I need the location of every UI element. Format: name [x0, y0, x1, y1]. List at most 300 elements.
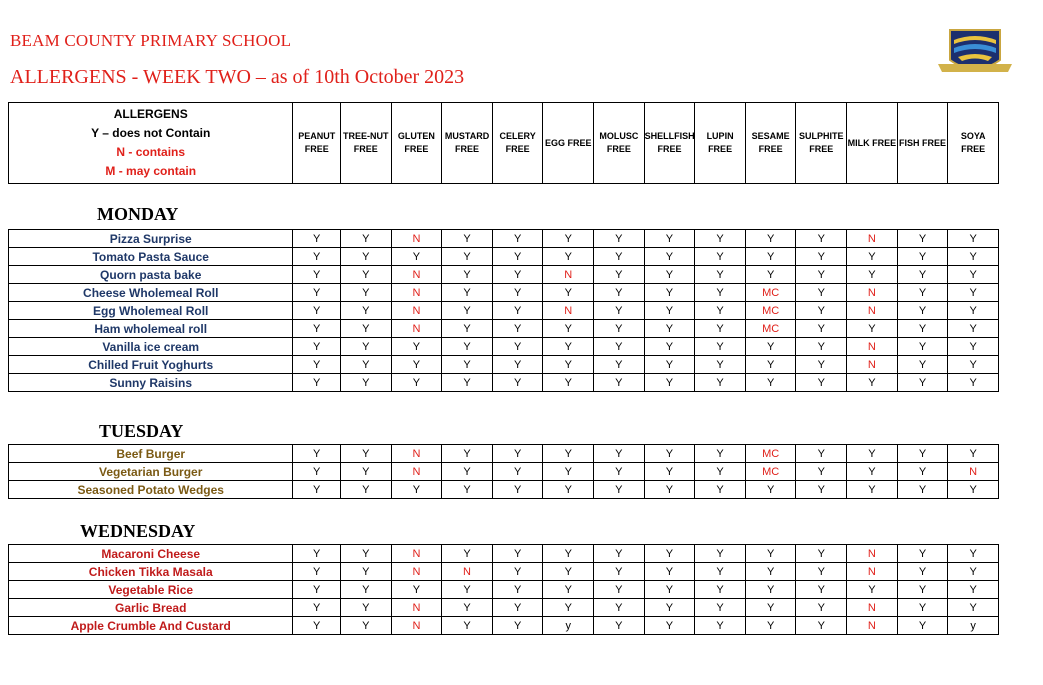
- column-header: [745, 103, 796, 184]
- allergen-cell: Y: [293, 284, 341, 302]
- column-header: [644, 103, 695, 184]
- allergen-cell: Y: [897, 545, 948, 563]
- allergen-cell: Y: [695, 284, 746, 302]
- allergen-cell: N: [543, 266, 594, 284]
- allergen-cell: Y: [594, 338, 645, 356]
- dish-name: Vanilla ice cream: [9, 338, 293, 356]
- allergen-cell: Y: [847, 266, 898, 284]
- allergen-cell: Y: [948, 563, 999, 581]
- allergen-cell: Y: [948, 284, 999, 302]
- allergen-cell: Y: [594, 445, 645, 463]
- allergen-cell: Y: [897, 463, 948, 481]
- allergen-cell: N: [847, 545, 898, 563]
- allergen-cell: Y: [644, 230, 695, 248]
- allergen-cell: Y: [341, 320, 392, 338]
- allergen-cell: N: [391, 463, 442, 481]
- allergen-cell: Y: [796, 248, 847, 266]
- allergen-cell: Y: [897, 266, 948, 284]
- allergen-cell: Y: [543, 481, 594, 499]
- allergen-cell: MC: [745, 445, 796, 463]
- allergen-cell: Y: [341, 545, 392, 563]
- column-header-text: FREE: [404, 144, 429, 154]
- table-row: [9, 617, 999, 635]
- allergen-cell: Y: [391, 374, 442, 392]
- allergen-cell: Y: [745, 617, 796, 635]
- allergen-cell: N: [847, 356, 898, 374]
- allergen-cell: Y: [293, 445, 341, 463]
- column-header-text: FREE: [708, 144, 733, 154]
- dish-name: Ham wholemeal roll: [9, 320, 293, 338]
- allergen-cell: Y: [391, 248, 442, 266]
- allergen-cell: Y: [796, 266, 847, 284]
- allergen-cell: N: [391, 284, 442, 302]
- allergen-cell: Y: [897, 581, 948, 599]
- allergen-cell: Y: [293, 563, 341, 581]
- allergen-cell: N: [847, 599, 898, 617]
- allergen-cell: Y: [341, 266, 392, 284]
- allergen-cell: Y: [695, 356, 746, 374]
- allergen-cell: Y: [594, 248, 645, 266]
- allergen-cell: Y: [897, 284, 948, 302]
- allergen-cell: Y: [796, 338, 847, 356]
- column-header-text: FREE: [606, 144, 631, 154]
- school-name: BEAM COUNTY PRIMARY SCHOOL: [10, 31, 292, 50]
- allergen-cell: Y: [847, 248, 898, 266]
- allergen-cell: Y: [796, 481, 847, 499]
- allergen-cell: Y: [948, 445, 999, 463]
- dish-name: Seasoned Potato Wedges: [9, 481, 293, 499]
- allergen-cell: Y: [695, 617, 746, 635]
- allergen-cell: Y: [293, 248, 341, 266]
- column-header-text: FREE: [353, 144, 378, 154]
- allergen-cell: Y: [897, 374, 948, 392]
- table-row: [9, 302, 999, 320]
- allergen-cell: Y: [293, 302, 341, 320]
- dish-name: Vegetable Rice: [9, 581, 293, 599]
- column-header: [948, 103, 999, 184]
- allergen-cell: Y: [341, 302, 392, 320]
- column-header: [293, 103, 341, 184]
- allergen-cell: N: [847, 563, 898, 581]
- column-header-text: FREE: [657, 144, 682, 154]
- allergen-cell: Y: [442, 284, 493, 302]
- allergen-cell: Y: [293, 266, 341, 284]
- allergen-cell: Y: [695, 563, 746, 581]
- allergen-cell: Y: [644, 563, 695, 581]
- allergen-cell: Y: [543, 599, 594, 617]
- allergen-cell: Y: [341, 599, 392, 617]
- allergen-cell: Y: [293, 581, 341, 599]
- allergen-cell: Y: [293, 356, 341, 374]
- dish-name: Sunny Raisins: [9, 374, 293, 392]
- allergen-cell: Y: [341, 230, 392, 248]
- column-header: [796, 103, 847, 184]
- allergen-cell: Y: [644, 545, 695, 563]
- table-row: [9, 284, 999, 302]
- allergen-cell: Y: [492, 302, 543, 320]
- allergen-cell: Y: [543, 563, 594, 581]
- allergen-cell: Y: [293, 374, 341, 392]
- allergen-cell: Y: [594, 266, 645, 284]
- column-header: [897, 103, 948, 184]
- allergen-cell: Y: [442, 266, 493, 284]
- allergen-cell: N: [847, 338, 898, 356]
- allergen-cell: Y: [391, 338, 442, 356]
- allergen-cell: Y: [745, 230, 796, 248]
- allergen-cell: Y: [442, 445, 493, 463]
- allergen-cell: N: [391, 302, 442, 320]
- wednesday-table: [8, 544, 999, 635]
- allergen-cell: Y: [594, 230, 645, 248]
- allergen-cell: Y: [644, 463, 695, 481]
- allergen-cell: Y: [796, 302, 847, 320]
- column-header: [695, 103, 746, 184]
- allergen-cell: Y: [293, 545, 341, 563]
- allergen-cell: Y: [644, 374, 695, 392]
- dish-name: Egg Wholemeal Roll: [9, 302, 293, 320]
- allergen-cell: Y: [897, 320, 948, 338]
- allergen-cell: Y: [492, 284, 543, 302]
- column-header: [391, 103, 442, 184]
- allergen-cell: Y: [796, 356, 847, 374]
- allergen-cell: Y: [847, 374, 898, 392]
- allergen-cell: Y: [695, 581, 746, 599]
- allergen-cell: Y: [594, 320, 645, 338]
- allergen-cell: Y: [695, 599, 746, 617]
- allergen-legend: [9, 103, 293, 184]
- legend-y: Y – does not Contain: [91, 126, 211, 140]
- allergen-cell: Y: [695, 545, 746, 563]
- allergen-cell: Y: [948, 599, 999, 617]
- allergen-cell: Y: [695, 230, 746, 248]
- column-header-text: FREE: [961, 144, 986, 154]
- legend-m: M - may contain: [105, 164, 197, 178]
- dish-name: Macaroni Cheese: [9, 545, 293, 563]
- allergen-cell: Y: [341, 463, 392, 481]
- allergen-cell: Y: [543, 581, 594, 599]
- allergen-cell: Y: [442, 617, 493, 635]
- allergen-cell: N: [391, 320, 442, 338]
- allergen-cell: Y: [644, 445, 695, 463]
- table-row: [9, 599, 999, 617]
- allergen-cell: Y: [796, 617, 847, 635]
- allergen-cell: Y: [745, 581, 796, 599]
- allergen-cell: Y: [745, 481, 796, 499]
- allergen-cell: Y: [644, 356, 695, 374]
- allergen-cell: Y: [442, 248, 493, 266]
- allergen-cell: Y: [492, 599, 543, 617]
- allergen-cell: Y: [442, 320, 493, 338]
- allergen-cell: Y: [897, 563, 948, 581]
- allergen-cell: Y: [644, 302, 695, 320]
- allergen-cell: Y: [492, 463, 543, 481]
- allergen-cell: Y: [847, 481, 898, 499]
- allergen-cell: Y: [695, 481, 746, 499]
- column-header-text: PEANUT: [298, 131, 336, 141]
- allergen-cell: Y: [644, 599, 695, 617]
- allergen-cell: N: [391, 266, 442, 284]
- allergen-cell: Y: [745, 599, 796, 617]
- allergen-cell: Y: [847, 463, 898, 481]
- allergen-header: [8, 102, 999, 184]
- allergen-cell: N: [391, 599, 442, 617]
- table-row: [9, 581, 999, 599]
- allergen-cell: N: [391, 545, 442, 563]
- allergen-cell: Y: [948, 266, 999, 284]
- column-header: [442, 103, 493, 184]
- allergen-cell: Y: [492, 356, 543, 374]
- day-heading-monday: MONDAY: [97, 204, 179, 224]
- page-title: ALLERGENS - WEEK TWO – as of 10th October 2023: [10, 66, 465, 88]
- allergen-cell: Y: [442, 230, 493, 248]
- allergen-cell: Y: [341, 356, 392, 374]
- allergen-cell: MC: [745, 320, 796, 338]
- table-row: [9, 545, 999, 563]
- allergen-cell: Y: [293, 463, 341, 481]
- allergen-cell: N: [391, 563, 442, 581]
- column-header-text: FREE: [304, 144, 329, 154]
- allergen-cell: Y: [897, 445, 948, 463]
- allergen-cell: Y: [745, 545, 796, 563]
- allergen-cell: Y: [492, 581, 543, 599]
- allergen-cell: Y: [897, 356, 948, 374]
- allergen-cell: Y: [796, 230, 847, 248]
- table-row: [9, 248, 999, 266]
- allergen-cell: Y: [492, 563, 543, 581]
- allergen-cell: Y: [442, 302, 493, 320]
- allergen-cell: Y: [796, 599, 847, 617]
- allergen-cell: Y: [695, 463, 746, 481]
- table-row: [9, 374, 999, 392]
- allergen-cell: Y: [948, 356, 999, 374]
- allergen-cell: Y: [695, 320, 746, 338]
- column-header-text: TREE-NUT: [343, 131, 389, 141]
- column-header-text: EGG FREE: [544, 137, 592, 148]
- allergen-cell: Y: [543, 445, 594, 463]
- column-header-text: FREE: [455, 144, 480, 154]
- allergen-cell: Y: [644, 266, 695, 284]
- allergen-cell: Y: [594, 599, 645, 617]
- allergen-cell: Y: [543, 248, 594, 266]
- allergen-cell: Y: [796, 284, 847, 302]
- allergen-cell: Y: [695, 248, 746, 266]
- allergen-cell: Y: [644, 581, 695, 599]
- table-row: [9, 463, 999, 481]
- dish-name: Tomato Pasta Sauce: [9, 248, 293, 266]
- allergen-cell: Y: [341, 481, 392, 499]
- allergen-cell: Y: [948, 302, 999, 320]
- allergen-cell: Y: [644, 481, 695, 499]
- allergen-cell: Y: [695, 266, 746, 284]
- allergen-cell: Y: [796, 545, 847, 563]
- school-logo: [936, 26, 1014, 80]
- table-row: [9, 320, 999, 338]
- allergen-cell: Y: [293, 338, 341, 356]
- allergen-cell: Y: [644, 320, 695, 338]
- allergen-cell: Y: [897, 617, 948, 635]
- allergen-cell: Y: [442, 581, 493, 599]
- allergen-cell: Y: [492, 230, 543, 248]
- allergen-cell: MC: [745, 284, 796, 302]
- allergen-cell: N: [391, 230, 442, 248]
- column-header-text: FREE: [809, 144, 834, 154]
- allergen-cell: N: [847, 302, 898, 320]
- column-header-text: FISH FREE: [899, 137, 947, 148]
- allergen-cell: Y: [442, 545, 493, 563]
- allergen-cell: MC: [745, 463, 796, 481]
- allergen-cell: N: [391, 617, 442, 635]
- allergen-cell: Y: [492, 445, 543, 463]
- dish-name: Garlic Bread: [9, 599, 293, 617]
- allergen-cell: Y: [897, 302, 948, 320]
- allergen-cell: Y: [341, 374, 392, 392]
- column-header-text: SULPHITE: [799, 131, 844, 141]
- column-header-text: FREE: [758, 144, 783, 154]
- allergen-cell: Y: [695, 302, 746, 320]
- allergen-cell: Y: [543, 463, 594, 481]
- allergen-cell: Y: [492, 248, 543, 266]
- allergen-cell: Y: [796, 445, 847, 463]
- dish-name: Quorn pasta bake: [9, 266, 293, 284]
- allergen-cell: Y: [695, 374, 746, 392]
- allergen-cell: Y: [796, 581, 847, 599]
- column-header-text: SESAME: [751, 131, 790, 141]
- allergen-cell: Y: [594, 374, 645, 392]
- legend-title: ALLERGENS: [113, 107, 188, 121]
- allergen-cell: Y: [543, 356, 594, 374]
- allergen-cell: Y: [594, 545, 645, 563]
- allergen-cell: Y: [948, 320, 999, 338]
- allergen-cell: Y: [897, 481, 948, 499]
- allergen-cell: Y: [492, 320, 543, 338]
- allergen-cell: Y: [796, 320, 847, 338]
- allergen-cell: Y: [341, 248, 392, 266]
- monday-table: [8, 229, 999, 392]
- allergen-cell: Y: [341, 617, 392, 635]
- column-header-text: FREE: [505, 144, 530, 154]
- allergen-cell: Y: [442, 481, 493, 499]
- allergen-cell: Y: [594, 284, 645, 302]
- allergen-cell: Y: [543, 320, 594, 338]
- column-header-text: SHELLFISH: [644, 131, 695, 141]
- allergen-cell: Y: [594, 481, 645, 499]
- allergen-cell: MC: [745, 302, 796, 320]
- tuesday-table: [8, 444, 999, 499]
- column-header: [543, 103, 594, 184]
- allergen-cell: Y: [391, 481, 442, 499]
- allergen-cell: Y: [847, 445, 898, 463]
- allergen-cell: Y: [442, 374, 493, 392]
- allergen-cell: N: [391, 445, 442, 463]
- allergen-cell: Y: [695, 338, 746, 356]
- allergen-cell: Y: [745, 374, 796, 392]
- allergen-cell: Y: [594, 356, 645, 374]
- allergen-cell: Y: [594, 563, 645, 581]
- allergen-cell: Y: [293, 230, 341, 248]
- dish-name: Vegetarian Burger: [9, 463, 293, 481]
- dish-name: Chicken Tikka Masala: [9, 563, 293, 581]
- allergen-cell: Y: [897, 599, 948, 617]
- allergen-cell: Y: [543, 230, 594, 248]
- allergen-cell: Y: [492, 481, 543, 499]
- allergen-cell: Y: [442, 463, 493, 481]
- table-row: [9, 481, 999, 499]
- allergen-cell: Y: [644, 284, 695, 302]
- allergen-cell: Y: [391, 581, 442, 599]
- dish-name: Apple Crumble And Custard: [9, 617, 293, 635]
- allergen-cell: Y: [492, 338, 543, 356]
- column-header: [847, 103, 898, 184]
- allergen-cell: Y: [948, 338, 999, 356]
- table-row: [9, 445, 999, 463]
- allergen-cell: Y: [442, 599, 493, 617]
- allergen-cell: Y: [293, 617, 341, 635]
- table-row: [9, 266, 999, 284]
- allergen-cell: Y: [745, 338, 796, 356]
- table-row: [9, 356, 999, 374]
- allergen-cell: Y: [341, 563, 392, 581]
- allergen-cell: Y: [492, 266, 543, 284]
- allergen-cell: Y: [644, 338, 695, 356]
- allergen-cell: Y: [948, 374, 999, 392]
- allergen-cell: Y: [293, 320, 341, 338]
- allergen-cell: N: [442, 563, 493, 581]
- allergen-cell: Y: [948, 248, 999, 266]
- allergen-cell: Y: [948, 230, 999, 248]
- allergen-cell: Y: [745, 266, 796, 284]
- allergen-cell: N: [847, 284, 898, 302]
- dish-name: Beef Burger: [9, 445, 293, 463]
- allergen-cell: Y: [897, 248, 948, 266]
- column-header: [341, 103, 392, 184]
- column-header-text: SOYA: [960, 131, 986, 141]
- allergen-cell: N: [948, 463, 999, 481]
- allergen-cell: Y: [796, 374, 847, 392]
- allergen-cell: N: [847, 230, 898, 248]
- allergen-cell: Y: [293, 599, 341, 617]
- allergen-cell: Y: [341, 581, 392, 599]
- table-row: [9, 338, 999, 356]
- allergen-cell: Y: [341, 338, 392, 356]
- allergen-cell: Y: [293, 481, 341, 499]
- allergen-cell: Y: [442, 338, 493, 356]
- column-header-text: GLUTEN: [397, 131, 435, 141]
- allergen-cell: y: [543, 617, 594, 635]
- allergen-cell: Y: [948, 481, 999, 499]
- dish-name: Pizza Surprise: [9, 230, 293, 248]
- allergen-cell: Y: [341, 284, 392, 302]
- allergen-cell: Y: [391, 356, 442, 374]
- day-heading-wednesday: WEDNESDAY: [80, 521, 196, 541]
- allergen-cell: Y: [594, 302, 645, 320]
- dish-name: Cheese Wholemeal Roll: [9, 284, 293, 302]
- allergen-cell: y: [948, 617, 999, 635]
- allergen-cell: Y: [644, 617, 695, 635]
- allergen-cell: Y: [594, 463, 645, 481]
- legend-n: N - contains: [116, 145, 186, 159]
- allergen-cell: Y: [796, 463, 847, 481]
- allergen-cell: Y: [847, 320, 898, 338]
- allergen-cell: Y: [543, 338, 594, 356]
- allergen-cell: Y: [948, 581, 999, 599]
- allergen-cell: Y: [594, 617, 645, 635]
- allergen-cell: Y: [341, 445, 392, 463]
- column-header: [492, 103, 543, 184]
- allergen-cell: N: [543, 302, 594, 320]
- allergen-cell: Y: [543, 284, 594, 302]
- column-header-text: MILK FREE: [847, 137, 897, 148]
- dish-name: Chilled Fruit Yoghurts: [9, 356, 293, 374]
